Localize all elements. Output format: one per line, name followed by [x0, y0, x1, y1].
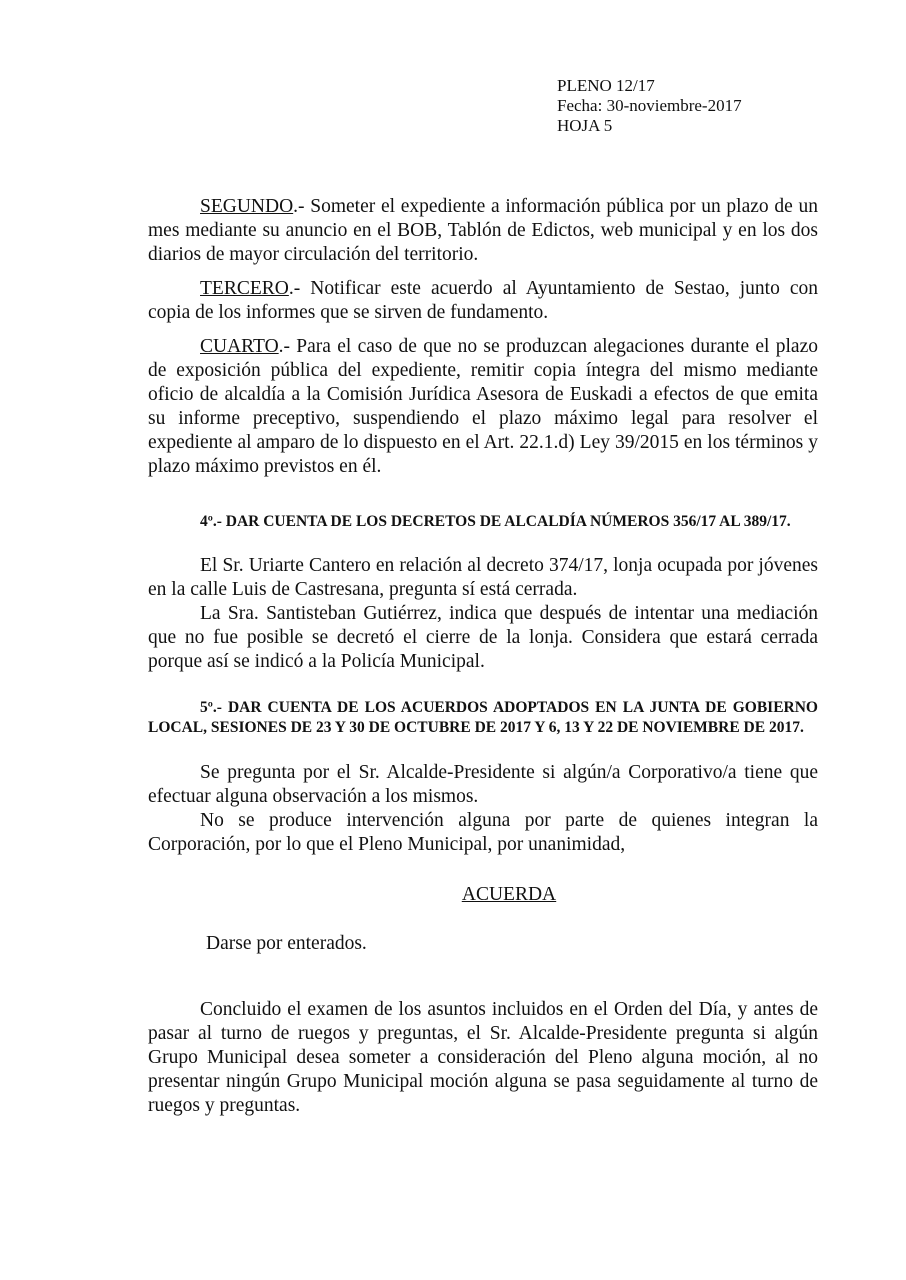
item5-heading: 5º.- DAR CUENTA DE LOS ACUERDOS ADOPTADOS EN LA JUNTA DE GOBIERNO LOCAL, SESIONES DE 23 Y 30 DE OCTUBRE DE 2017 Y 6, 13 Y 22 DE NOVIEMBRE DE 2017.: [148, 699, 818, 736]
acuerda-text: ACUERDA: [461, 884, 557, 905]
session-date: Fecha: 30-noviembre-2017: [557, 96, 742, 115]
item4-heading: 4º.- DAR CUENTA DE LOS DECRETOS DE ALCALDÍA NÚMEROS 356/17 AL 389/17.: [200, 513, 791, 530]
text-segundo: .- Someter el expediente a información pública por un plazo de un mes mediante su anuncio en el BOB, Tablón de Edictos, web municipal y en los dos diarios de mayor circulación del territorio.: [148, 196, 818, 265]
label-segundo: SEGUNDO: [200, 196, 294, 217]
resolution-text: Darse por enterados.: [206, 933, 367, 954]
label-cuarto: CUARTO: [200, 336, 279, 357]
acuerda-heading: [0, 883, 906, 907]
closing-paragraph: Concluido el examen de los asuntos incluidos en el Orden del Día, y antes de pasar al turno de ruegos y preguntas, el Sr. Alcalde-Presidente pregunta si algún Grupo Municipal desea someter a consideración del Pleno alguna moción, al no presentar ningún Grupo Municipal moción alguna se pasa seguidamente al turno de ruegos y preguntas.: [148, 999, 818, 1116]
page-number: HOJA 5: [557, 116, 613, 135]
page-header: [557, 76, 742, 136]
label-tercero: TERCERO: [200, 278, 289, 299]
item4-paragraph-2: La Sra. Santisteban Gutiérrez, indica que después de intentar una mediación que no fue posible se decretó el cierre de la lonja. Considera que estará cerrada porque así se indicó a la Policía Municipal.: [148, 603, 818, 672]
text-tercero: .- Notificar este acuerdo al Ayuntamiento de Sestao, junto con copia de los informes que se sirven de fundamento.: [148, 278, 818, 323]
paragraph-tercero: [148, 277, 818, 325]
text-cuarto: .- Para el caso de que no se produzcan alegaciones durante el plazo de exposición pública del expediente, remitir copia íntegra del mismo mediante oficio de alcaldía a la Comisión Jurídica Asesora de Euskadi a efectos de que emita su informe preceptivo, suspendiendo el plazo máximo legal para resolver el expediente al amparo de lo dispuesto en el Art. 22.1.d) Ley 39/2015 en los términos y plazo máximo previstos en él.: [148, 336, 818, 477]
item5-paragraph-1: Se pregunta por el Sr. Alcalde-Presidente si algún/a Corporativo/a tiene que efectuar alguna observación a los mismos.: [148, 762, 818, 807]
item5-paragraph-2: No se produce intervención alguna por parte de quienes integran la Corporación, por lo que el Pleno Municipal, por unanimidad,: [148, 810, 818, 855]
item4-paragraph-1: El Sr. Uriarte Cantero en relación al decreto 374/17, lonja ocupada por jóvenes en la calle Luis de Castresana, pregunta sí está cerrada.: [148, 555, 818, 600]
paragraph-segundo: [148, 195, 818, 267]
paragraph-cuarto: [148, 335, 818, 479]
pleno-number: PLENO 12/17: [557, 76, 655, 95]
